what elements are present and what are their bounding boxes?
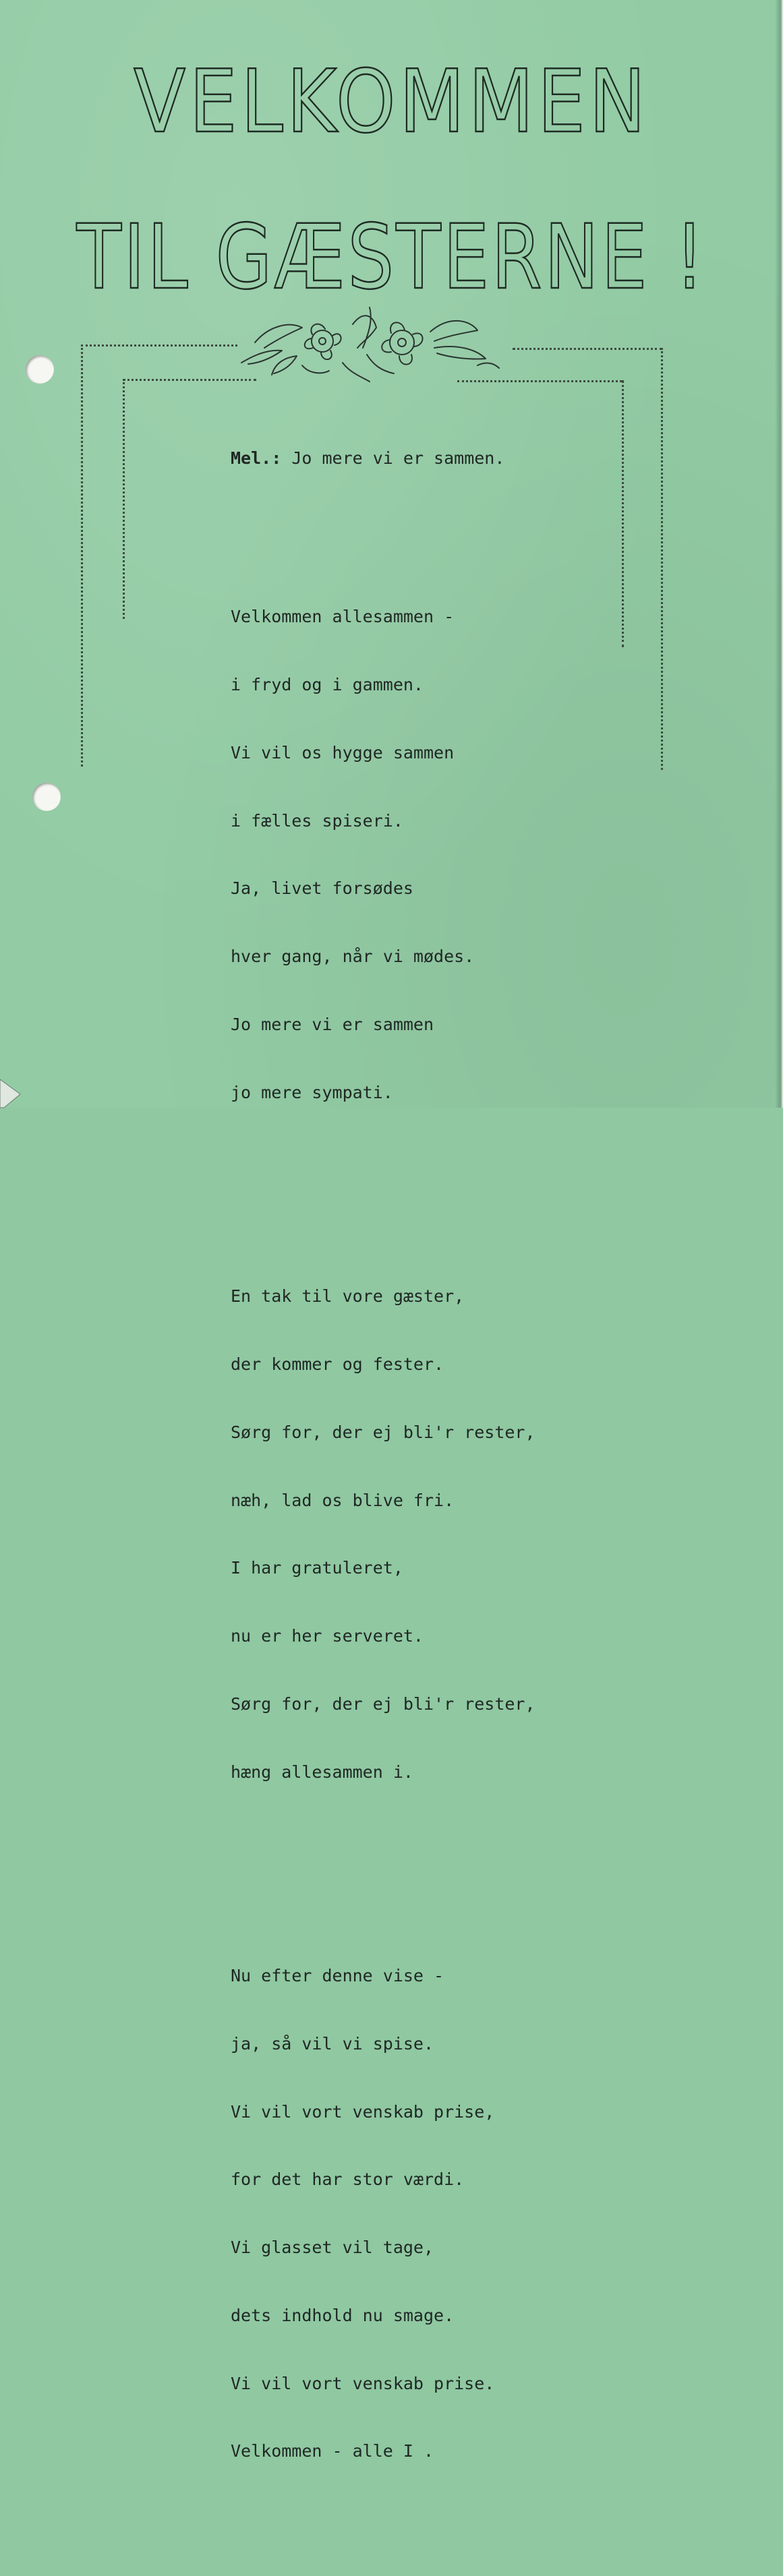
melody-line [231, 447, 535, 470]
verse-line: der kommer og fester. [231, 1354, 444, 1374]
outer-frame-left [81, 345, 83, 767]
title-line-1: VELKOMMEN [134, 52, 649, 152]
verse-line: jo mere sympati. [231, 1082, 393, 1102]
verse-line: hæng allesammen i. [231, 1762, 413, 1782]
verse-line: nu er her serveret. [231, 1626, 424, 1646]
paper-edge [775, 0, 783, 1108]
floral-ornament-icon [235, 301, 518, 388]
verse-line: Vi vil vort venskab prise. [231, 2373, 495, 2393]
verse-line: Velkommen allesammen - [231, 607, 455, 627]
verse-line: Vi vil os hygge sammen [231, 742, 455, 762]
title-line-2: TIL GÆSTERNE ! [76, 206, 707, 309]
poem-text [231, 402, 535, 2576]
verse-line: ja, så vil vi spise. [231, 2033, 434, 2054]
verse-line: næh, lad os blive fri. [231, 1490, 455, 1510]
inner-frame-left [123, 379, 125, 619]
outer-frame-top-right [513, 348, 662, 350]
outer-frame-top-left [81, 345, 237, 347]
verse-line: i fryd og i gammen. [231, 675, 424, 695]
verse-line: dets indhold nu smage. [231, 2305, 455, 2325]
stanza-2 [231, 1240, 535, 1828]
stanza-3 [231, 1919, 535, 2508]
verse-line: i fælles spiseri. [231, 810, 403, 831]
verse-line: for det har stor værdi. [231, 2169, 465, 2190]
verse-line: hver gang, når vi mødes. [231, 947, 475, 967]
verse-line: En tak til vore gæster, [231, 1286, 465, 1307]
verse-line: Velkommen - alle I . [231, 2441, 434, 2461]
verse-line: Vi vil vort venskab prise, [231, 2101, 495, 2122]
verse-line: Ja, livet forsødes [231, 878, 413, 899]
melody-title: Jo mere vi er sammen. [291, 448, 505, 469]
verse-line: I har gratuleret, [231, 1558, 403, 1578]
verse-line: Vi glasset vil tage, [231, 2238, 434, 2258]
verse-line: Sørg for, der ej bli'r rester, [231, 1694, 535, 1714]
stanza-1 [231, 560, 535, 1149]
verse-line: Sørg for, der ej bli'r rester, [231, 1422, 535, 1442]
verse-line: Nu efter denne vise - [231, 1965, 444, 1985]
melody-label: Mel.: [231, 448, 282, 469]
outer-frame-right [661, 348, 663, 770]
torn-corner [0, 1067, 40, 1108]
punch-hole-upper [26, 355, 54, 384]
inner-frame-right [622, 380, 624, 647]
verse-line: Jo mere vi er sammen [231, 1015, 434, 1035]
punch-hole-lower [32, 783, 61, 811]
